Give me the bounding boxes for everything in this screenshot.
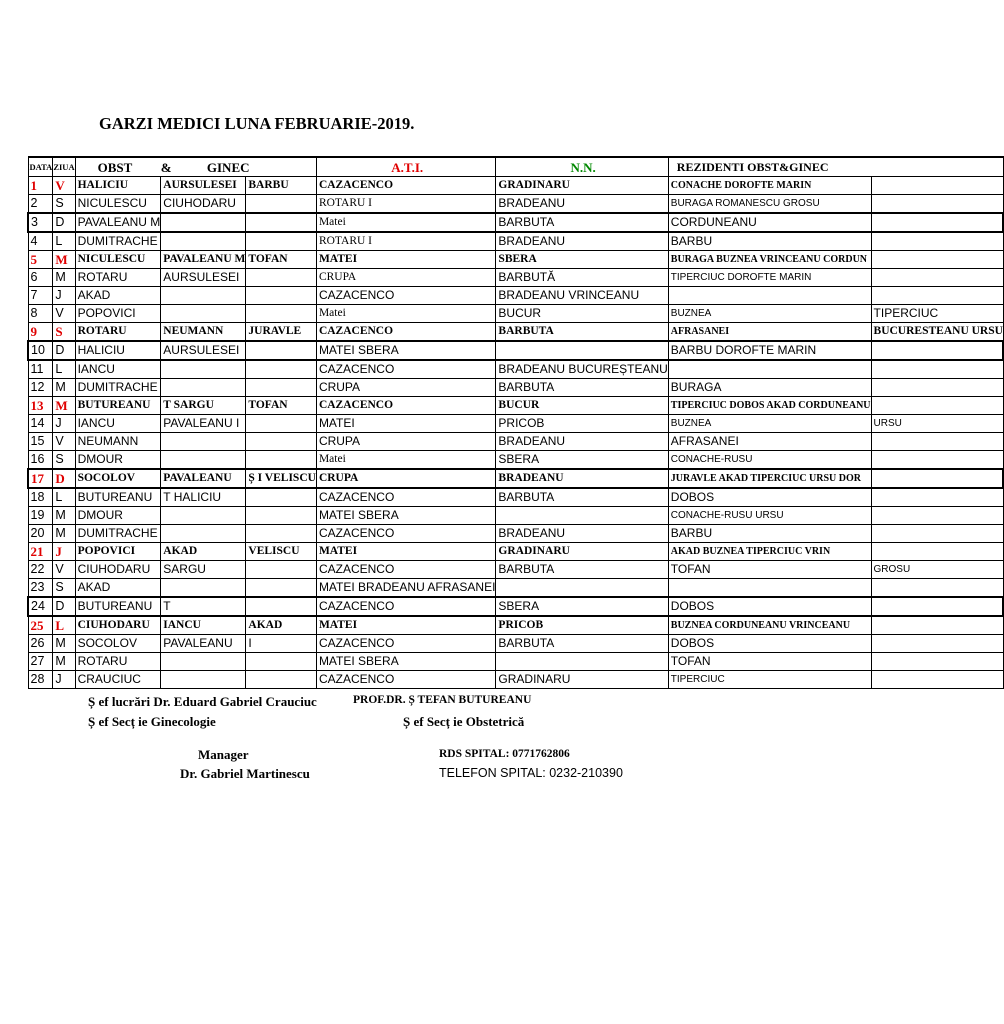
cell-date: 16 [28, 451, 53, 470]
header-rezidenti: REZIDENTI OBST&GINEC [668, 157, 1003, 177]
cell-obst-3 [246, 433, 317, 451]
cell-rezident-1: BARBU [668, 232, 871, 251]
cell-obst-3: TOFAN [246, 251, 317, 269]
cell-date: 25 [28, 616, 53, 635]
cell-date: 17 [28, 469, 53, 488]
cell-obst-2 [161, 433, 246, 451]
cell-nn: BRADEANU [496, 232, 668, 251]
cell-rezident-1: DOBOS [668, 597, 871, 616]
cell-rezident-2 [871, 341, 1003, 360]
cell-obst-1: AKAD [75, 579, 161, 598]
cell-obst-2: PAVALEANU M [161, 251, 246, 269]
cell-obst-2 [161, 360, 246, 379]
cell-rezident-2 [871, 653, 1003, 671]
table-row [28, 616, 1003, 635]
table-row [28, 561, 1003, 579]
cell-date: 28 [28, 671, 53, 689]
cell-rezident-1: TIPERCIUC DOROFTE MARIN [668, 269, 871, 287]
table-row [28, 213, 1003, 232]
cell-rezident-2: URSU [871, 415, 1003, 433]
cell-day: J [53, 543, 75, 561]
cell-day: M [53, 251, 75, 269]
cell-obst-3 [246, 415, 317, 433]
cell-rezident-1: BUZNEA [668, 415, 871, 433]
cell-day: V [53, 433, 75, 451]
cell-obst-2 [161, 213, 246, 232]
table-row [28, 287, 1003, 305]
cell-rezident-1: BUZNEA CORDUNEANU VRINCEANU [668, 616, 871, 635]
cell-date: 1 [28, 177, 53, 195]
cell-day: L [53, 360, 75, 379]
footer-hospital-phone: TELEFON SPITAL: 0232-210390 [439, 766, 623, 780]
cell-rezident-1: BURAGA ROMANESCU GROSU [668, 195, 871, 214]
cell-date: 22 [28, 561, 53, 579]
cell-obst-1: CIUHODARU [75, 616, 161, 635]
table-row [28, 433, 1003, 451]
cell-ati: MATEI SBERA [316, 341, 495, 360]
cell-date: 23 [28, 579, 53, 598]
header-ziua: ZIUA [53, 157, 75, 177]
cell-obst-1: IANCU [75, 415, 161, 433]
cell-rezident-1: CORDUNEANU [668, 213, 871, 232]
cell-rezident-1: AFRASANEI [668, 433, 871, 451]
cell-obst-2: T HALICIU [161, 488, 246, 507]
cell-obst-2 [161, 579, 246, 598]
cell-obst-3: JURAVLE [246, 323, 317, 342]
cell-rezident-2 [871, 597, 1003, 616]
cell-obst-2: AURSULESEI [161, 177, 246, 195]
cell-day: D [53, 213, 75, 232]
header-nn: N.N. [496, 157, 668, 177]
cell-nn: GRADINARU [496, 543, 668, 561]
cell-nn: PRICOB [496, 616, 668, 635]
cell-obst-1: PAVALEANU M [75, 213, 161, 232]
cell-ati: CAZACENCO [316, 360, 495, 379]
cell-ati: Matei [316, 451, 495, 470]
cell-ati: CRUPA [316, 269, 495, 287]
cell-obst-3: BARBU [246, 177, 317, 195]
cell-ati: CAZACENCO [316, 397, 495, 415]
cell-obst-3 [246, 341, 317, 360]
cell-obst-2 [161, 232, 246, 251]
cell-date: 18 [28, 488, 53, 507]
cell-nn: BUCUR [496, 305, 668, 323]
cell-nn: SBERA [496, 451, 668, 470]
header-row [28, 157, 1003, 177]
cell-rezident-2 [871, 177, 1003, 195]
cell-obst-3 [246, 671, 317, 689]
cell-obst-2: SARGU [161, 561, 246, 579]
cell-day: L [53, 232, 75, 251]
cell-date: 2 [28, 195, 53, 214]
cell-ati: CAZACENCO [316, 177, 495, 195]
cell-ati: ROTARU I [316, 195, 495, 214]
cell-obst-1: DMOUR [75, 451, 161, 470]
cell-obst-3 [246, 305, 317, 323]
cell-obst-2 [161, 653, 246, 671]
cell-rezident-2 [871, 488, 1003, 507]
cell-ati: CAZACENCO [316, 671, 495, 689]
cell-day: J [53, 287, 75, 305]
cell-date: 11 [28, 360, 53, 379]
cell-rezident-2 [871, 397, 1003, 415]
cell-rezident-1: TOFAN [668, 561, 871, 579]
document-title: GARZI MEDICI LUNA FEBRUARIE-2019. [99, 114, 415, 133]
cell-date: 21 [28, 543, 53, 561]
cell-obst-1: CRAUCIUC [75, 671, 161, 689]
table-row [28, 360, 1003, 379]
cell-obst-3 [246, 525, 317, 543]
cell-obst-3 [246, 653, 317, 671]
cell-rezident-2 [871, 451, 1003, 470]
cell-day: V [53, 561, 75, 579]
cell-rezident-1: TIPERCIUC DOBOS AKAD CORDUNEANU [668, 397, 871, 415]
table-row [28, 397, 1003, 415]
cell-date: 12 [28, 379, 53, 397]
cell-day: M [53, 525, 75, 543]
cell-rezident-2 [871, 616, 1003, 635]
table-row [28, 543, 1003, 561]
cell-day: M [53, 635, 75, 653]
cell-nn: BRADEANU [496, 433, 668, 451]
cell-nn: BRADEANU VRINCEANU [496, 287, 668, 305]
cell-rezident-2 [871, 507, 1003, 525]
cell-obst-2 [161, 451, 246, 470]
cell-obst-1: ROTARU [75, 269, 161, 287]
cell-ati: CRUPA [316, 433, 495, 451]
cell-day: S [53, 195, 75, 214]
cell-obst-1: HALICIU [75, 177, 161, 195]
cell-ati: CAZACENCO [316, 287, 495, 305]
header-amp-ginec: & [161, 157, 246, 177]
cell-rezident-1 [668, 360, 871, 379]
cell-obst-2 [161, 287, 246, 305]
cell-obst-2: NEUMANN [161, 323, 246, 342]
cell-rezident-2 [871, 543, 1003, 561]
cell-rezident-1 [668, 287, 871, 305]
cell-rezident-2 [871, 433, 1003, 451]
cell-rezident-1: BARBU [668, 525, 871, 543]
cell-ati: Matei [316, 213, 495, 232]
cell-obst-3 [246, 488, 317, 507]
cell-rezident-1: TIPERCIUC [668, 671, 871, 689]
cell-obst-3: AKAD [246, 616, 317, 635]
table-row [28, 488, 1003, 507]
table-row [28, 251, 1003, 269]
cell-nn: SBERA [496, 597, 668, 616]
cell-obst-1: NICULESCU [75, 195, 161, 214]
cell-date: 7 [28, 287, 53, 305]
cell-obst-3 [246, 232, 317, 251]
cell-obst-1: DUMITRACHE [75, 525, 161, 543]
cell-day: M [53, 507, 75, 525]
cell-day: M [53, 269, 75, 287]
table-row [28, 269, 1003, 287]
cell-nn: GRADINARU [496, 177, 668, 195]
cell-date: 10 [28, 341, 53, 360]
table-row [28, 341, 1003, 360]
cell-obst-1: ROTARU [75, 653, 161, 671]
cell-obst-3 [246, 507, 317, 525]
cell-day: M [53, 379, 75, 397]
cell-date: 5 [28, 251, 53, 269]
cell-obst-3: TOFAN [246, 397, 317, 415]
cell-rezident-2 [871, 379, 1003, 397]
cell-ati: CAZACENCO [316, 597, 495, 616]
cell-nn: BARBUTA [496, 213, 668, 232]
cell-obst-3: I [246, 635, 317, 653]
cell-date: 4 [28, 232, 53, 251]
table-row [28, 305, 1003, 323]
cell-nn: SBERA [496, 251, 668, 269]
cell-ati: CAZACENCO [316, 525, 495, 543]
cell-obst-1: BUTUREANU [75, 488, 161, 507]
table-row [28, 597, 1003, 616]
cell-nn [496, 341, 668, 360]
cell-nn: BRADEANU [496, 469, 668, 488]
cell-ati: MATEI [316, 543, 495, 561]
cell-rezident-2 [871, 635, 1003, 653]
table-row [28, 507, 1003, 525]
cell-rezident-1: AFRASANEI [668, 323, 871, 342]
cell-obst-2: PAVALEANU [161, 635, 246, 653]
cell-nn: BRADEANU [496, 195, 668, 214]
cell-rezident-2 [871, 287, 1003, 305]
cell-rezident-1: BURAGA [668, 379, 871, 397]
header-data: DATA [28, 157, 53, 177]
cell-obst-1: CIUHODARU [75, 561, 161, 579]
cell-rezident-2 [871, 269, 1003, 287]
table-row [28, 232, 1003, 251]
cell-rezident-1: DOBOS [668, 488, 871, 507]
cell-ati: MATEI BRADEANU AFRASANEI [316, 579, 495, 598]
cell-rezident-1: BARBU DOROFTE MARIN [668, 341, 871, 360]
footer-manager-name: Dr. Gabriel Martinescu [180, 766, 310, 781]
cell-date: 6 [28, 269, 53, 287]
cell-rezident-2 [871, 671, 1003, 689]
table-row [28, 635, 1003, 653]
cell-rezident-2: GROSU [871, 561, 1003, 579]
cell-obst-2: IANCU [161, 616, 246, 635]
cell-nn [496, 507, 668, 525]
cell-day: J [53, 415, 75, 433]
cell-obst-3 [246, 195, 317, 214]
cell-rezident-1 [668, 579, 871, 598]
cell-rezident-2 [871, 195, 1003, 214]
table-row [28, 579, 1003, 598]
cell-nn: BRADEANU [496, 525, 668, 543]
cell-obst-1: NICULESCU [75, 251, 161, 269]
cell-day: J [53, 671, 75, 689]
cell-rezident-1: CONACHE-RUSU [668, 451, 871, 470]
cell-ati: MATEI [316, 616, 495, 635]
cell-rezident-1: AKAD BUZNEA TIPERCIUC VRIN [668, 543, 871, 561]
table-row [28, 525, 1003, 543]
cell-day: V [53, 177, 75, 195]
cell-obst-2 [161, 671, 246, 689]
header-ati: A.T.I. [316, 157, 495, 177]
footer-left-line2: Ș ef Secț ie Ginecologie [88, 714, 216, 729]
cell-obst-1: HALICIU [75, 341, 161, 360]
cell-date: 26 [28, 635, 53, 653]
cell-obst-1: POPOVICI [75, 543, 161, 561]
cell-obst-3 [246, 597, 317, 616]
cell-nn: BARBUTA [496, 488, 668, 507]
cell-obst-1: AKAD [75, 287, 161, 305]
cell-rezident-1: JURAVLE AKAD TIPERCIUC URSU DOR [668, 469, 871, 488]
cell-day: V [53, 305, 75, 323]
cell-rezident-2 [871, 213, 1003, 232]
cell-nn [496, 579, 668, 598]
header-obst: OBST [75, 157, 161, 177]
footer-right-line1: PROF.DR. Ș TEFAN BUTUREANU [353, 694, 532, 706]
cell-date: 14 [28, 415, 53, 433]
cell-obst-1: SOCOLOV [75, 635, 161, 653]
cell-day: D [53, 597, 75, 616]
cell-nn: GRADINARU [496, 671, 668, 689]
cell-date: 15 [28, 433, 53, 451]
cell-obst-3: Ș I VELISCU [246, 469, 317, 488]
footer-right-line2: Ș ef Secț ie Obstetrică [403, 714, 525, 729]
cell-ati: CAZACENCO [316, 561, 495, 579]
cell-obst-2: AURSULESEI [161, 269, 246, 287]
cell-obst-1: BUTUREANU [75, 597, 161, 616]
cell-obst-3: VELISCU [246, 543, 317, 561]
cell-obst-3 [246, 379, 317, 397]
cell-obst-2: CIUHODARU [161, 195, 246, 214]
table-row [28, 323, 1003, 342]
cell-day: D [53, 341, 75, 360]
cell-ati: CRUPA [316, 469, 495, 488]
cell-obst-3 [246, 579, 317, 598]
cell-date: 3 [28, 213, 53, 232]
table-row [28, 653, 1003, 671]
cell-nn: BRADEANU BUCUREȘTEANU [496, 360, 668, 379]
cell-day: M [53, 653, 75, 671]
cell-obst-2 [161, 379, 246, 397]
schedule-table [27, 156, 1004, 689]
cell-rezident-2 [871, 525, 1003, 543]
table-row [28, 451, 1003, 470]
cell-date: 9 [28, 323, 53, 342]
table-row [28, 379, 1003, 397]
cell-nn: BARBUTA [496, 561, 668, 579]
cell-rezident-1: CONACHE-RUSU URSU [668, 507, 871, 525]
cell-obst-3 [246, 360, 317, 379]
cell-date: 24 [28, 597, 53, 616]
cell-rezident-2: TIPERCIUC [871, 305, 1003, 323]
cell-obst-1: ROTARU [75, 323, 161, 342]
cell-obst-1: DMOUR [75, 507, 161, 525]
cell-date: 13 [28, 397, 53, 415]
cell-ati: Matei [316, 305, 495, 323]
cell-obst-3 [246, 213, 317, 232]
cell-rezident-1: BUZNEA [668, 305, 871, 323]
cell-day: S [53, 579, 75, 598]
cell-nn: BARBUTA [496, 323, 668, 342]
cell-obst-1: DUMITRACHE [75, 379, 161, 397]
cell-obst-1: DUMITRACHE [75, 232, 161, 251]
cell-date: 27 [28, 653, 53, 671]
cell-obst-2: AKAD [161, 543, 246, 561]
cell-nn: BUCUR [496, 397, 668, 415]
footer-left-line1: Ș ef lucrări Dr. Eduard Gabriel Crauciuc [88, 694, 317, 709]
table-row [28, 671, 1003, 689]
cell-rezident-2 [871, 232, 1003, 251]
cell-day: M [53, 397, 75, 415]
cell-obst-2: PAVALEANU I [161, 415, 246, 433]
table-row [28, 177, 1003, 195]
cell-ati: MATEI SBERA [316, 653, 495, 671]
cell-date: 20 [28, 525, 53, 543]
cell-nn: PRICOB [496, 415, 668, 433]
cell-ati: MATEI SBERA [316, 507, 495, 525]
cell-date: 19 [28, 507, 53, 525]
cell-day: L [53, 488, 75, 507]
cell-obst-2: AURSULESEI [161, 341, 246, 360]
cell-rezident-2 [871, 579, 1003, 598]
header-ginec: GINEC [246, 157, 317, 177]
cell-ati: MATEI [316, 251, 495, 269]
cell-rezident-2 [871, 251, 1003, 269]
cell-rezident-1: BURAGA BUZNEA VRINCEANU CORDUN [668, 251, 871, 269]
cell-ati: CAZACENCO [316, 635, 495, 653]
cell-ati: MATEI [316, 415, 495, 433]
cell-nn [496, 653, 668, 671]
cell-date: 8 [28, 305, 53, 323]
cell-day: S [53, 451, 75, 470]
cell-obst-2: T [161, 597, 246, 616]
cell-nn: BARBUTA [496, 635, 668, 653]
cell-obst-1: NEUMANN [75, 433, 161, 451]
cell-obst-2: PAVALEANU [161, 469, 246, 488]
cell-day: S [53, 323, 75, 342]
table-row [28, 195, 1003, 214]
cell-nn: BARBUTĂ [496, 269, 668, 287]
cell-obst-1: SOCOLOV [75, 469, 161, 488]
cell-obst-2 [161, 305, 246, 323]
cell-obst-2: T SARGU [161, 397, 246, 415]
cell-obst-1: BUTUREANU [75, 397, 161, 415]
cell-obst-2 [161, 525, 246, 543]
cell-obst-2 [161, 507, 246, 525]
footer-rds-phone: RDS SPITAL: 0771762806 [439, 748, 570, 760]
cell-rezident-2 [871, 360, 1003, 379]
cell-obst-3 [246, 287, 317, 305]
cell-obst-3 [246, 269, 317, 287]
cell-obst-3 [246, 561, 317, 579]
footer-manager-title: Manager [198, 747, 249, 762]
cell-day: L [53, 616, 75, 635]
cell-ati: CRUPA [316, 379, 495, 397]
cell-rezident-1: DOBOS [668, 635, 871, 653]
cell-rezident-1: TOFAN [668, 653, 871, 671]
cell-rezident-1: CONACHE DOROFTE MARIN [668, 177, 871, 195]
cell-day: D [53, 469, 75, 488]
cell-obst-1: POPOVICI [75, 305, 161, 323]
cell-nn: BARBUTA [496, 379, 668, 397]
cell-ati: ROTARU I [316, 232, 495, 251]
table-row [28, 415, 1003, 433]
cell-obst-1: IANCU [75, 360, 161, 379]
table-row [28, 469, 1003, 488]
cell-ati: CAZACENCO [316, 323, 495, 342]
cell-rezident-2: BUCURESTEANU URSU [871, 323, 1003, 342]
cell-obst-3 [246, 451, 317, 470]
cell-ati: CAZACENCO [316, 488, 495, 507]
cell-rezident-2 [871, 469, 1003, 488]
